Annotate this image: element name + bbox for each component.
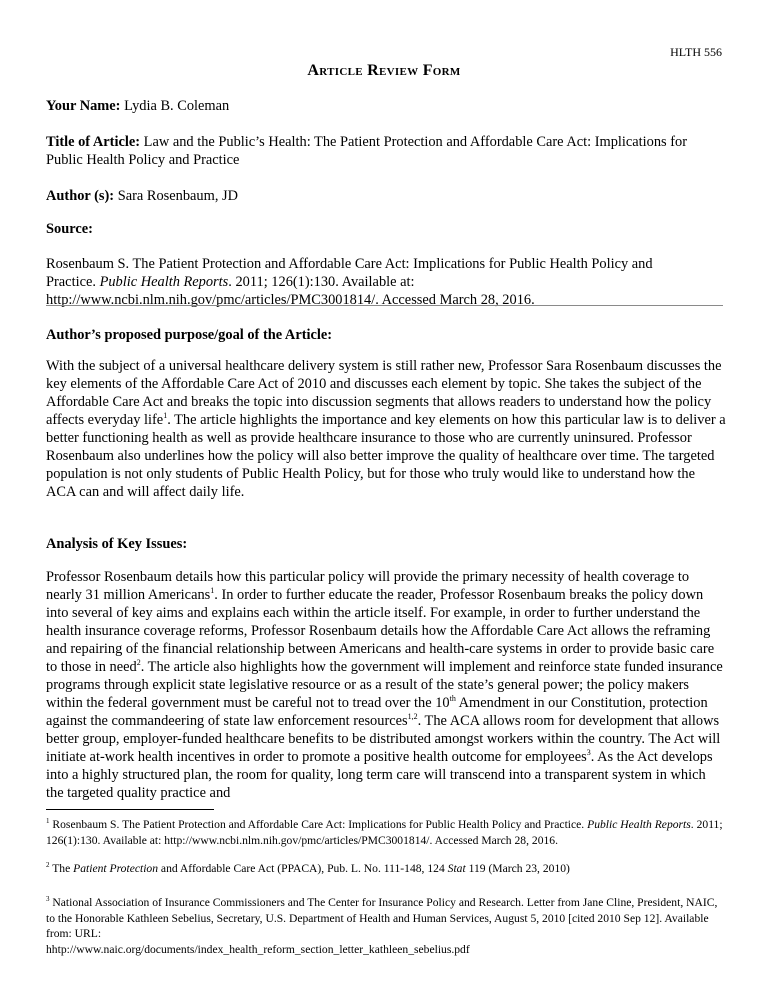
footnote-1: $^1$ Rosenbaum S. The Patient Protection and Affordable Care Act: Implications for Public Health Policy and Practice. Public Health Reports. 2011; 126(1):130. Available at: http://www.ncbi.nlm.nih.gov/pmc/articles/PMC3001814/. Accessed March 28, 2016. [46,817,723,847]
source-line-2: Practice. Public Health Reports. 2011; 126(1):130. Available at: [46,274,415,290]
course-code: HLTH 556 [670,45,722,59]
divider [46,305,723,306]
source-citation [46,255,726,309]
footnote-ref: 1 [210,586,215,596]
footnote-ref: 1,2 [407,712,418,722]
source-url[interactable]: http://www.ncbi.nlm.nih.gov/pmc/articles/PMC3001814/. Accessed March 28, 2016. [46,292,535,308]
footnote-ref: 2 [136,658,141,668]
footnote-3: $^3$ National Association of Insurance Commissioners and The Center for Insurance Policy and Research. Letter from Jane Cline, President, NAIC, to the Honorable Kathleen Sebelius, Secretary, U.S. Department of Health and Human Services, August 5, 2010 [cited 2010 Sep 12]. Available from: URL: hhtp://www.naic.org/documents/index_health_reform_section_letter_kathleen_sebelius.pdf [46,895,718,956]
article-title-label: Title of Article: [46,134,141,150]
purpose-heading: Author’s proposed purpose/goal of the Article: [46,327,333,343]
author-label: Author (s): [46,188,115,204]
author-field [46,187,726,205]
footnote-3-url[interactable]: hhtp://www.naic.org/documents/index_health_reform_section_letter_kathleen_sebelius.pdf [46,942,470,956]
analysis-heading: Analysis of Key Issues: [46,536,188,552]
footnote-ref: 1 [163,411,168,421]
name-field [46,97,726,115]
author-value: Sara Rosenbaum, JD [117,188,239,204]
source-line-1: Rosenbaum S. The Patient Protection and Affordable Care Act: Implications for Public Health Policy and [46,256,653,272]
source-journal: Public Health Reports [99,274,229,290]
footnote-2: $^2$ The Patient Protection and Affordable Care Act (PPACA), Pub. L. No. 111-148, 124 Stat 119 (March 23, 2010) [46,861,570,875]
page-title: Article Review Form [307,62,461,79]
name-value: Lydia B. Coleman [124,98,230,114]
article-title-field [46,133,726,169]
name-label: Your Name: [46,98,121,114]
ordinal-suffix: th [449,694,456,704]
footnote-separator [46,809,214,810]
purpose-paragraph: With the subject of a universal healthcare delivery system is still rather new, Professor Sara Rosenbaum discusses the key elements of the Affordable Care Act of 2010 and discusses each element by topic. She takes the subject of the Affordable Care Act and breaks the topic into discussion segments that allows readers to understand how the policy affects everyday life$^1$. The article highlights the importance and key elements on how this particular law is to deliver a better functioning health as well as provide healthcare insurance to those who are currently uninsured. Professor Rosenbaum also underlines how the policy will also better improve the quality of healthcare over time. The targeted population is not only students of Public Health Policy, but for those who truly would like to understand how the ACA can and will affect daily life. [46,358,726,500]
source-label: Source: [46,221,93,237]
article-title-value: Law and the Public’s Health: The Patient Protection and Affordable Care Act: Implications for Public Health Policy and Practice [46,134,688,168]
footnote-ref: 3 [586,748,591,758]
analysis-paragraph: Professor Rosenbaum details how this particular policy will provide the primary necessity of health coverage to nearly 31 million Americans$^1$. In order to further educate the reader, Professor Rosenbaum breaks the policy down into several of key aims and explains each within the article itself. For example, in order to further understand the health insurance coverage reforms, Professor Rosenbaum details how the Affordable Care Act allows the reframing and repairing of the financial relationship between Americans and health-care systems in order to provide basic care to those in need$^2$. The article also highlights how the government will implement and reinforce state funded insurance programs through explicit state legislative resource or as a result of the state’s general power; the policy makers within the federal government must be careful not to tread over the 10th Amendment in our Constitution, protection against the commandeering of state law enforcement resources$^{1,2}$. The ACA allows room for development that allows better group, employer-funded healthcare benefits to be distributed amongst workers within the country. The Act will initiate at-work health incentives in order to promote a positive health outcome for employees$^3$. As the Act develops into a highly structured plan, the room for quality, long term care will transcend into a transparent system in which the targeted quality practice and [46,569,723,801]
